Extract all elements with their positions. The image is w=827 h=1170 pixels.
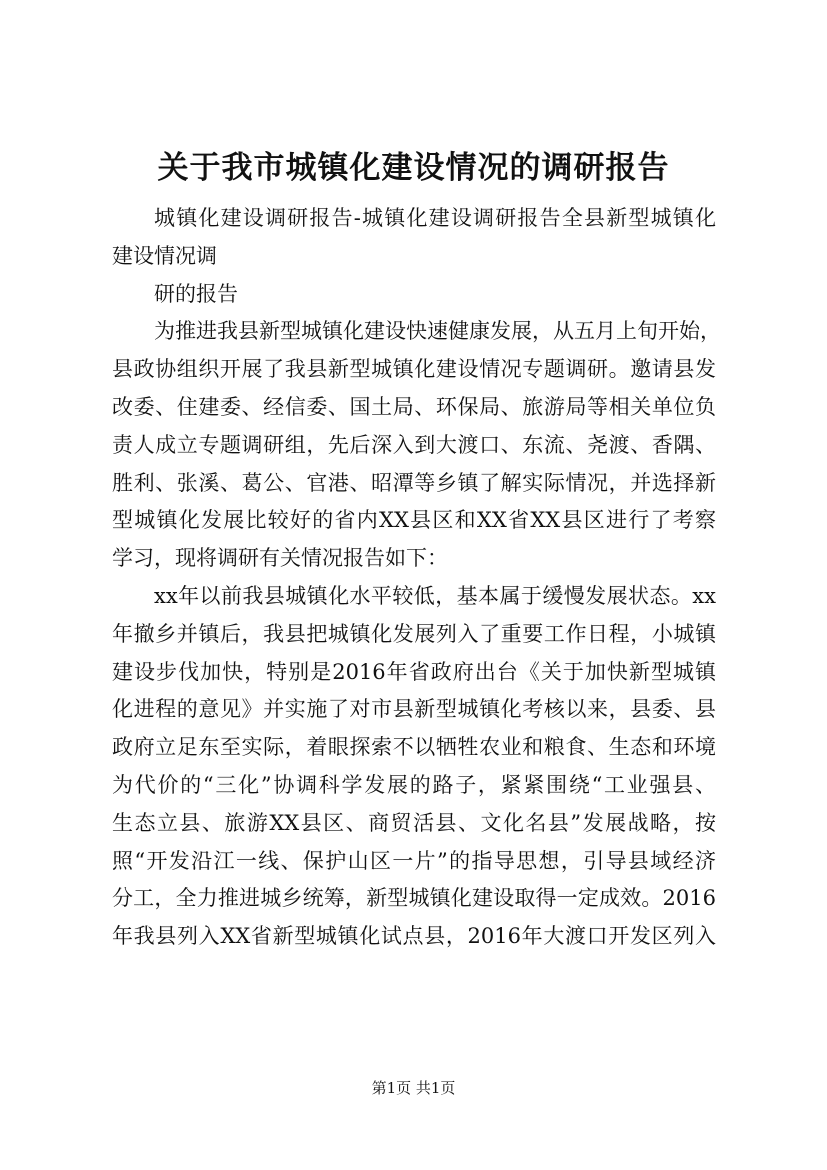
document-title: 关于我市城镇化建设情况的调研报告 <box>157 150 670 186</box>
text-line: xx年以前我县城镇化水平较低，基本属于缓慢发展状态。xx <box>154 583 716 608</box>
text-line: 政府立足东至实际，着眼探索不以牺牲农业和粮食、生态和环境 <box>112 735 716 760</box>
text-line: 年我县列入XX省新型城镇化试点县，2016年大渡口开发区列入 <box>112 924 716 949</box>
paragraph <box>112 200 716 276</box>
text-line: 化进程的意见》并实施了对市县新型城镇化考核以来，县委、县 <box>112 697 716 722</box>
text-line: 改委、住建委、经信委、国土局、环保局、旅游局等相关单位负 <box>112 394 716 419</box>
text-line: 为代价的“三化”协调科学发展的路子，紧紧围绕“工业强县、 <box>112 772 716 797</box>
text-line: 照“开发沿江一线、保护山区一片”的指导思想，引导县域经济 <box>112 848 716 873</box>
text-line: 建设情况调 <box>112 243 217 268</box>
paragraph <box>112 313 721 578</box>
text-line: 责人成立专题调研组，先后深入到大渡口、东流、尧渡、香隅、 <box>112 432 716 457</box>
text-line: 建设步伐加快，特别是2016年省政府出台《关于加快新型城镇 <box>112 659 716 684</box>
text-line: 型城镇化发展比较好的省内XX县区和XX省XX县区进行了考察 <box>112 508 716 533</box>
text-line: 为推进我县新型城镇化建设快速健康发展，从五月上旬开始， <box>154 319 721 344</box>
paragraph <box>112 276 716 314</box>
text-line: 胜利、张溪、葛公、官港、昭潭等乡镇了解实际情况，并选择新 <box>112 470 716 495</box>
text-line: 城镇化建设调研报告-城镇化建设调研报告全县新型城镇化 <box>154 206 716 230</box>
page-footer: 第1页 共1页 <box>371 1079 456 1097</box>
text-line: 学习，现将调研有关情况报告如下： <box>112 546 448 571</box>
text-line: 县政协组织开展了我县新型城镇化建设情况专题调研。邀请县发 <box>112 357 716 382</box>
text-line: 分工，全力推进城乡统筹，新型城镇化建设取得一定成效。2016 <box>112 886 716 911</box>
paragraph <box>112 578 716 956</box>
text-line: 生态立县、旅游XX县区、商贸活县、文化名县”发展战略，按 <box>112 810 716 835</box>
text-line: 研的报告 <box>154 281 238 306</box>
text-line: 年撤乡并镇后，我县把城镇化发展列入了重要工作日程，小城镇 <box>112 621 716 646</box>
document-body <box>112 200 721 956</box>
